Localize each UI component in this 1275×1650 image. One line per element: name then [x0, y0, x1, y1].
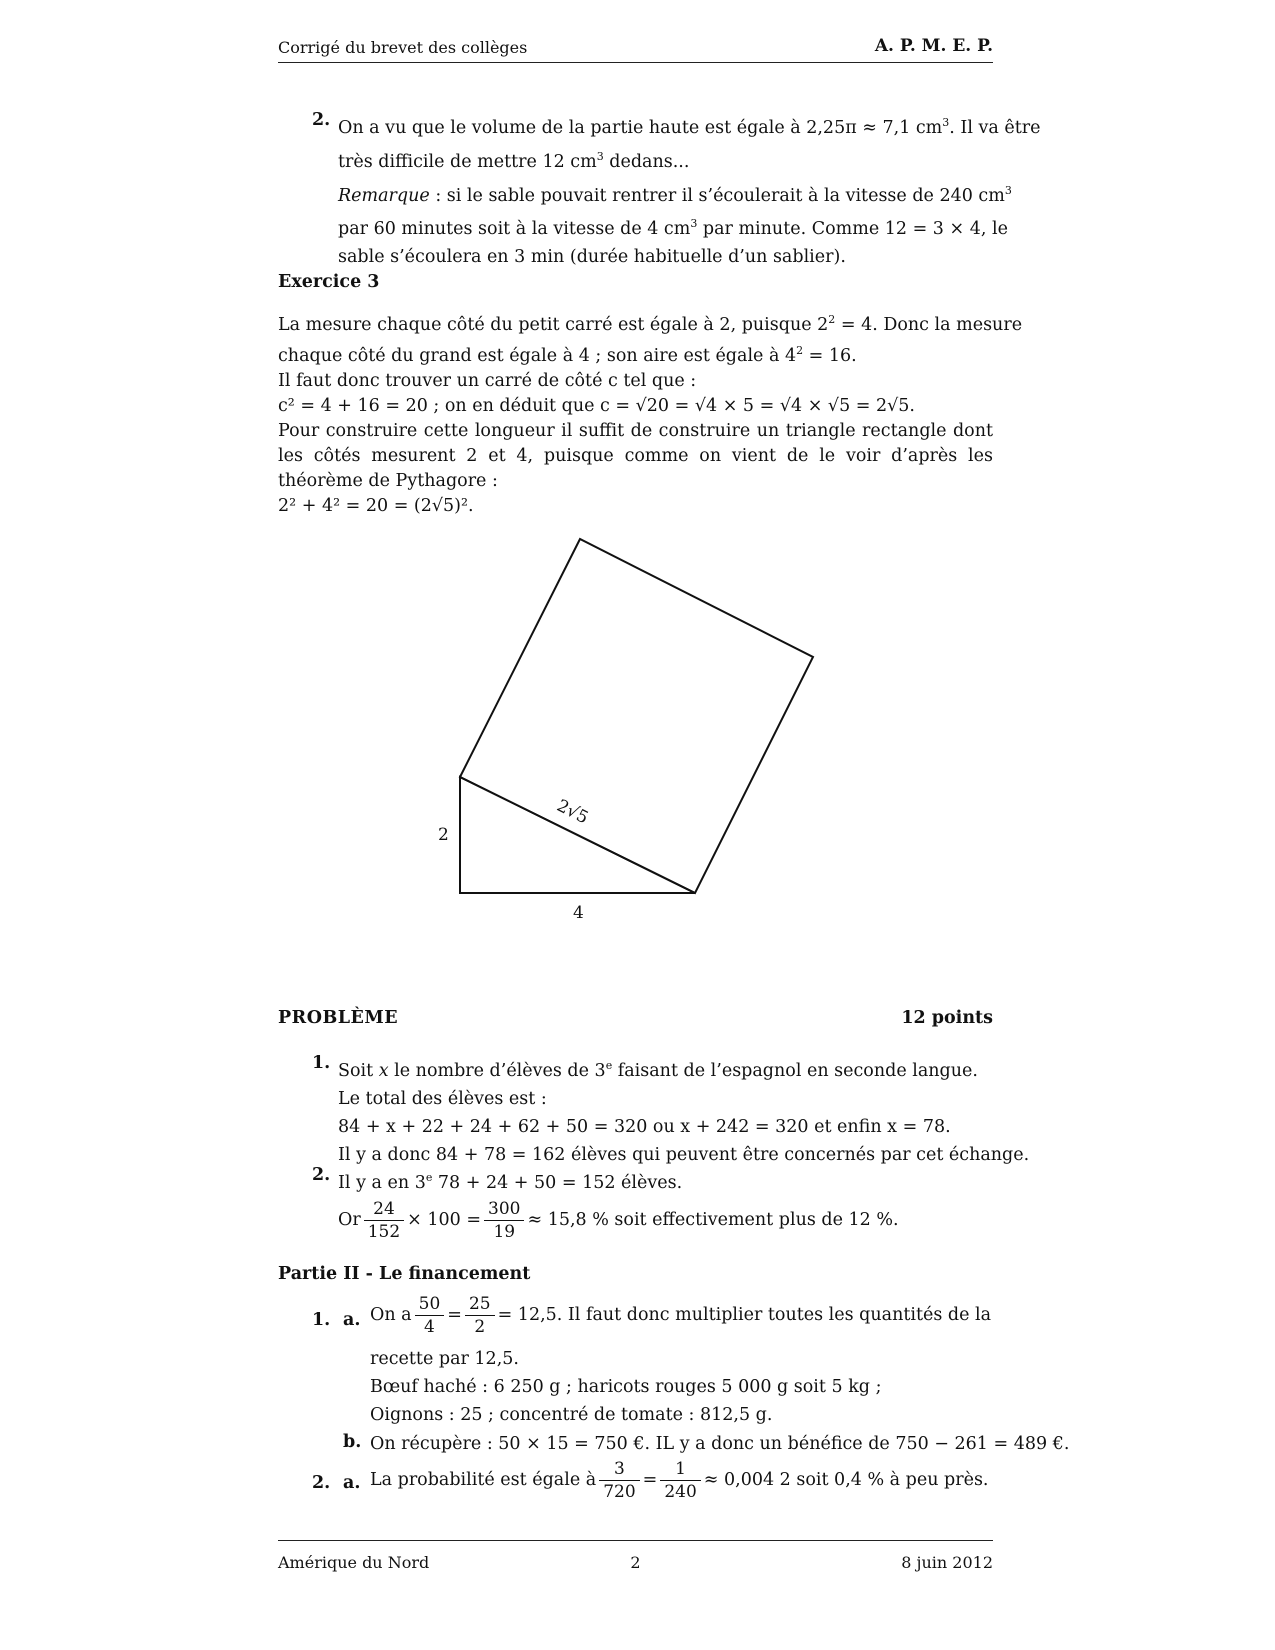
fraction-1-240: $\frac{1}{240}$ — [660, 1458, 700, 1503]
section-top-text: On a vu que le volume de la partie haute est égale à 2,25π ≈ 7,1 $cm^3$. Il va être très difficile de mettre 12 $cm^3$ dedans... Remarque : si le sable pouvait rentrer il s’écoulerait à la vitesse de 240 $cm^3$ par 60 minutes soit à la vitesse de 4 $cm^3$ par minute. Comme 12 = 3 × 4, le sable s’écoulera en 3 min (durée habituelle d’un sablier). — [338, 116, 1041, 268]
label-side-4: 4 — [573, 903, 584, 923]
large-square — [460, 539, 813, 893]
fraction-50-4: $\frac{50}{4}$ — [415, 1293, 445, 1338]
remark-label: Remarque — [338, 185, 430, 206]
probleme-points: 12 points — [901, 1008, 993, 1028]
partie2-q1a-cont: recette par 12,5. Bœuf haché : 6 250 g ; haricots rouges 5 000 g soit 5 kg ; Oignons : 25 ; concentré de tomate : 812,5 g. — [370, 1349, 882, 1425]
partie2-q1b: On récupère : 50 × 15 = 750 €. IL y a donc un bénéfice de 750 − 261 = 489 €. — [370, 1434, 1070, 1454]
footer-left: Amérique du Nord — [278, 1553, 430, 1572]
header-right: A. P. M. E. P. — [874, 36, 993, 56]
right-triangle — [460, 777, 695, 893]
q2-number: 2. — [312, 1165, 331, 1185]
q1-number: 1. — [312, 1053, 331, 1073]
probleme-q2: Il y a en 3e 78 + 24 + 50 = 152 élèves. Or $\frac{24}{152}$ × 100 = $\frac{300}{19}$ ≈ 15,8 % soit effectivement plus de 12 %. — [338, 1171, 899, 1242]
label-side-2: 2 — [438, 825, 449, 845]
page-footer — [278, 1540, 993, 1571]
geometry-figure — [400, 520, 840, 930]
probleme-title: PROBLÈME — [278, 1008, 399, 1028]
fraction-300-19: $\frac{300}{19}$ — [484, 1198, 524, 1243]
p2-q1b-label: b. — [343, 1432, 362, 1452]
fraction-25-2: $\frac{25}{2}$ — [465, 1293, 495, 1338]
header-left: Corrigé du brevet des collèges — [278, 38, 528, 57]
fraction-3-720: $\frac{3}{720}$ — [599, 1458, 639, 1503]
p2-q1-number: 1. — [312, 1310, 331, 1330]
partie2-q2a: La probabilité est égale à $\frac{3}{720}$ = $\frac{1}{240}$ ≈ 0,004 2 soit 0,4 % à peu près. — [370, 1459, 989, 1502]
p2-q2-number: 2. — [312, 1473, 331, 1493]
item-number: 2. — [312, 110, 331, 130]
partie-2-title: Partie II - Le financement — [278, 1264, 531, 1284]
footer-right: 8 juin 2012 — [901, 1553, 993, 1572]
partie2-q1a: On a $\frac{50}{4}$ = $\frac{25}{2}$ = 12,5. Il faut donc multiplier toutes les quantités de la — [370, 1294, 992, 1337]
page-header — [278, 36, 993, 63]
probleme-q1: Soit x le nombre d’élèves de 3e faisant de l’espagnol en seconde langue. Le total des élèves est : 84 + x + 22 + 24 + 62 + 50 = 320 ou x + 242 = 320 et enfin x = 78. Il y a donc 84 + 78 = 162 élèves qui peuvent être concernés par cet échange. — [338, 1059, 1030, 1165]
p2-q1a-label: a. — [343, 1310, 361, 1330]
p2-q2a-label: a. — [343, 1473, 361, 1493]
fraction-24-152: $\frac{24}{152}$ — [364, 1198, 404, 1243]
label-hypotenuse: 2√5 — [553, 795, 592, 829]
exercise-3-text: La mesure chaque côté du petit carré est égale à 2, puisque $2^2 = 4$. Donc la mesure chaque côté du grand est égale à 4 ; son aire est égale à $4^2 = 16$. Il faut donc trouver un carré de côté c tel que : c² = 4 + 16 = 20 ; on en déduit que c = √20 = √4 × 5 = √4 × √5 = 2√5. Pour construire cette longueur il suffit de construire un triangle rectangle dont les côtés mesurent 2 et 4, puisque comme on vient de le voir d’après les théorème de Pythagore : 2² + 4² = 20 = (2√5)². — [278, 313, 1023, 516]
exercise-3-title: Exercice 3 — [278, 272, 380, 292]
page-number: 2 — [630, 1553, 641, 1572]
